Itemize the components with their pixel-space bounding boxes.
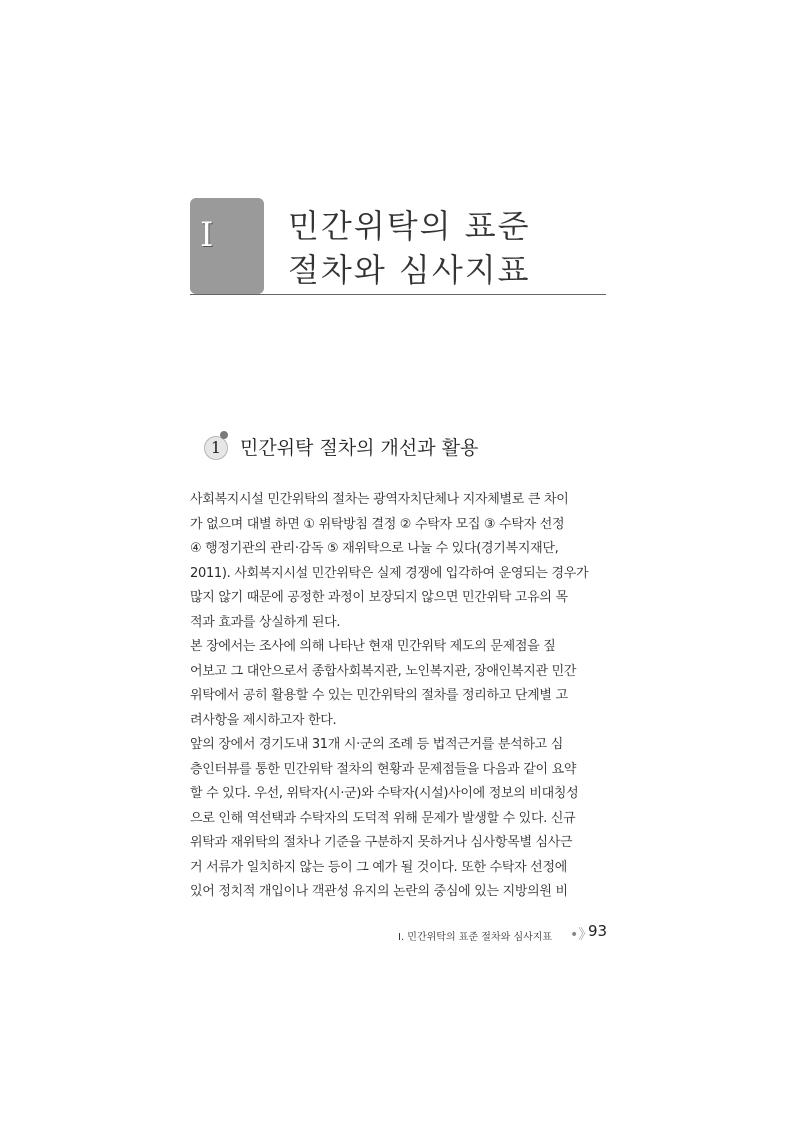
page-number: 93 [588, 922, 608, 940]
body-line: 어보고 그 대안으로서 종합사회복지관, 노인복지관, 장애인복지관 민간 [190, 663, 577, 679]
body-text [190, 488, 608, 905]
body-line: 층인터뷰를 통한 민간위탁 절차의 현황과 문제점들을 다음과 같이 요약 [190, 761, 577, 777]
running-title: Ⅰ. 민간위탁의 표준 절차와 심사지표 [398, 932, 553, 943]
body-line: 있어 정치적 개입이나 객관성 유지의 논란의 중심에 있는 지방의원 비 [190, 884, 568, 899]
page-footer [380, 922, 606, 944]
body-line: 거 서류가 일치하지 않는 등이 그 예가 될 것이다. 또한 수탁자 선정에 [190, 859, 567, 875]
chapter-title [288, 204, 608, 292]
body-line: 위탁과 재위탁의 절차나 기준을 구분하지 못하거나 심사항목별 심사근 [190, 835, 573, 850]
body-line: 으로 인해 역선택과 수탁자의 도덕적 위해 문제가 발생할 수 있다. 신규 [190, 810, 576, 826]
body-line: 많지 않기 때문에 공정한 과정이 보장되지 않으면 민간위탁 고유의 목 [190, 590, 568, 605]
body-line: 사회복지시설 민간위탁의 절차는 광역자치단체나 지자체별로 큰 차이 [190, 492, 569, 507]
section-title: 민간위탁 절차의 개선과 활용 [240, 437, 479, 459]
chapter-title-rule [190, 294, 606, 295]
body-line: 본 장에서는 조사에 의해 나타난 현재 민간위탁 제도의 문제점을 짚 [190, 639, 556, 654]
section-number-badge: 1 [204, 436, 228, 460]
body-line: 위탁에서 공히 활용할 수 있는 민간위탁의 절차를 정리하고 단계별 고 [190, 688, 568, 703]
section-badge-dot-icon [220, 431, 228, 439]
body-line: 가 없으며 대별 하면 ① 위탁방침 결정 ② 수탁자 모집 ③ 수탁자 선정 [190, 516, 565, 532]
chapter-title-line-1: 민간위탁의 표준 [288, 207, 531, 245]
body-line: 2011). 사회복지시설 민간위탁은 실제 경쟁에 입각하여 운영되는 경우가 [190, 565, 589, 581]
chapter-title-line-2: 절차와 심사지표 [288, 251, 531, 289]
chapter-number: I [200, 215, 214, 255]
body-line: ④ 행정기관의 관리·감독 ⑤ 재위탁으로 나눌 수 있다(경기복지재단, [190, 541, 559, 556]
body-line: 적과 효과를 상실하게 된다. [190, 614, 341, 630]
footer-arrow-icon: •》 [570, 927, 593, 943]
body-line: 려사항을 제시하고자 한다. [190, 712, 337, 728]
body-line: 할 수 있다. 우선, 위탁자(시·군)와 수탁자(시설)사이에 정보의 비대칭성 [190, 786, 579, 801]
body-line: 앞의 장에서 경기도내 31개 시·군의 조례 등 법적근거를 분석하고 심 [190, 737, 563, 752]
